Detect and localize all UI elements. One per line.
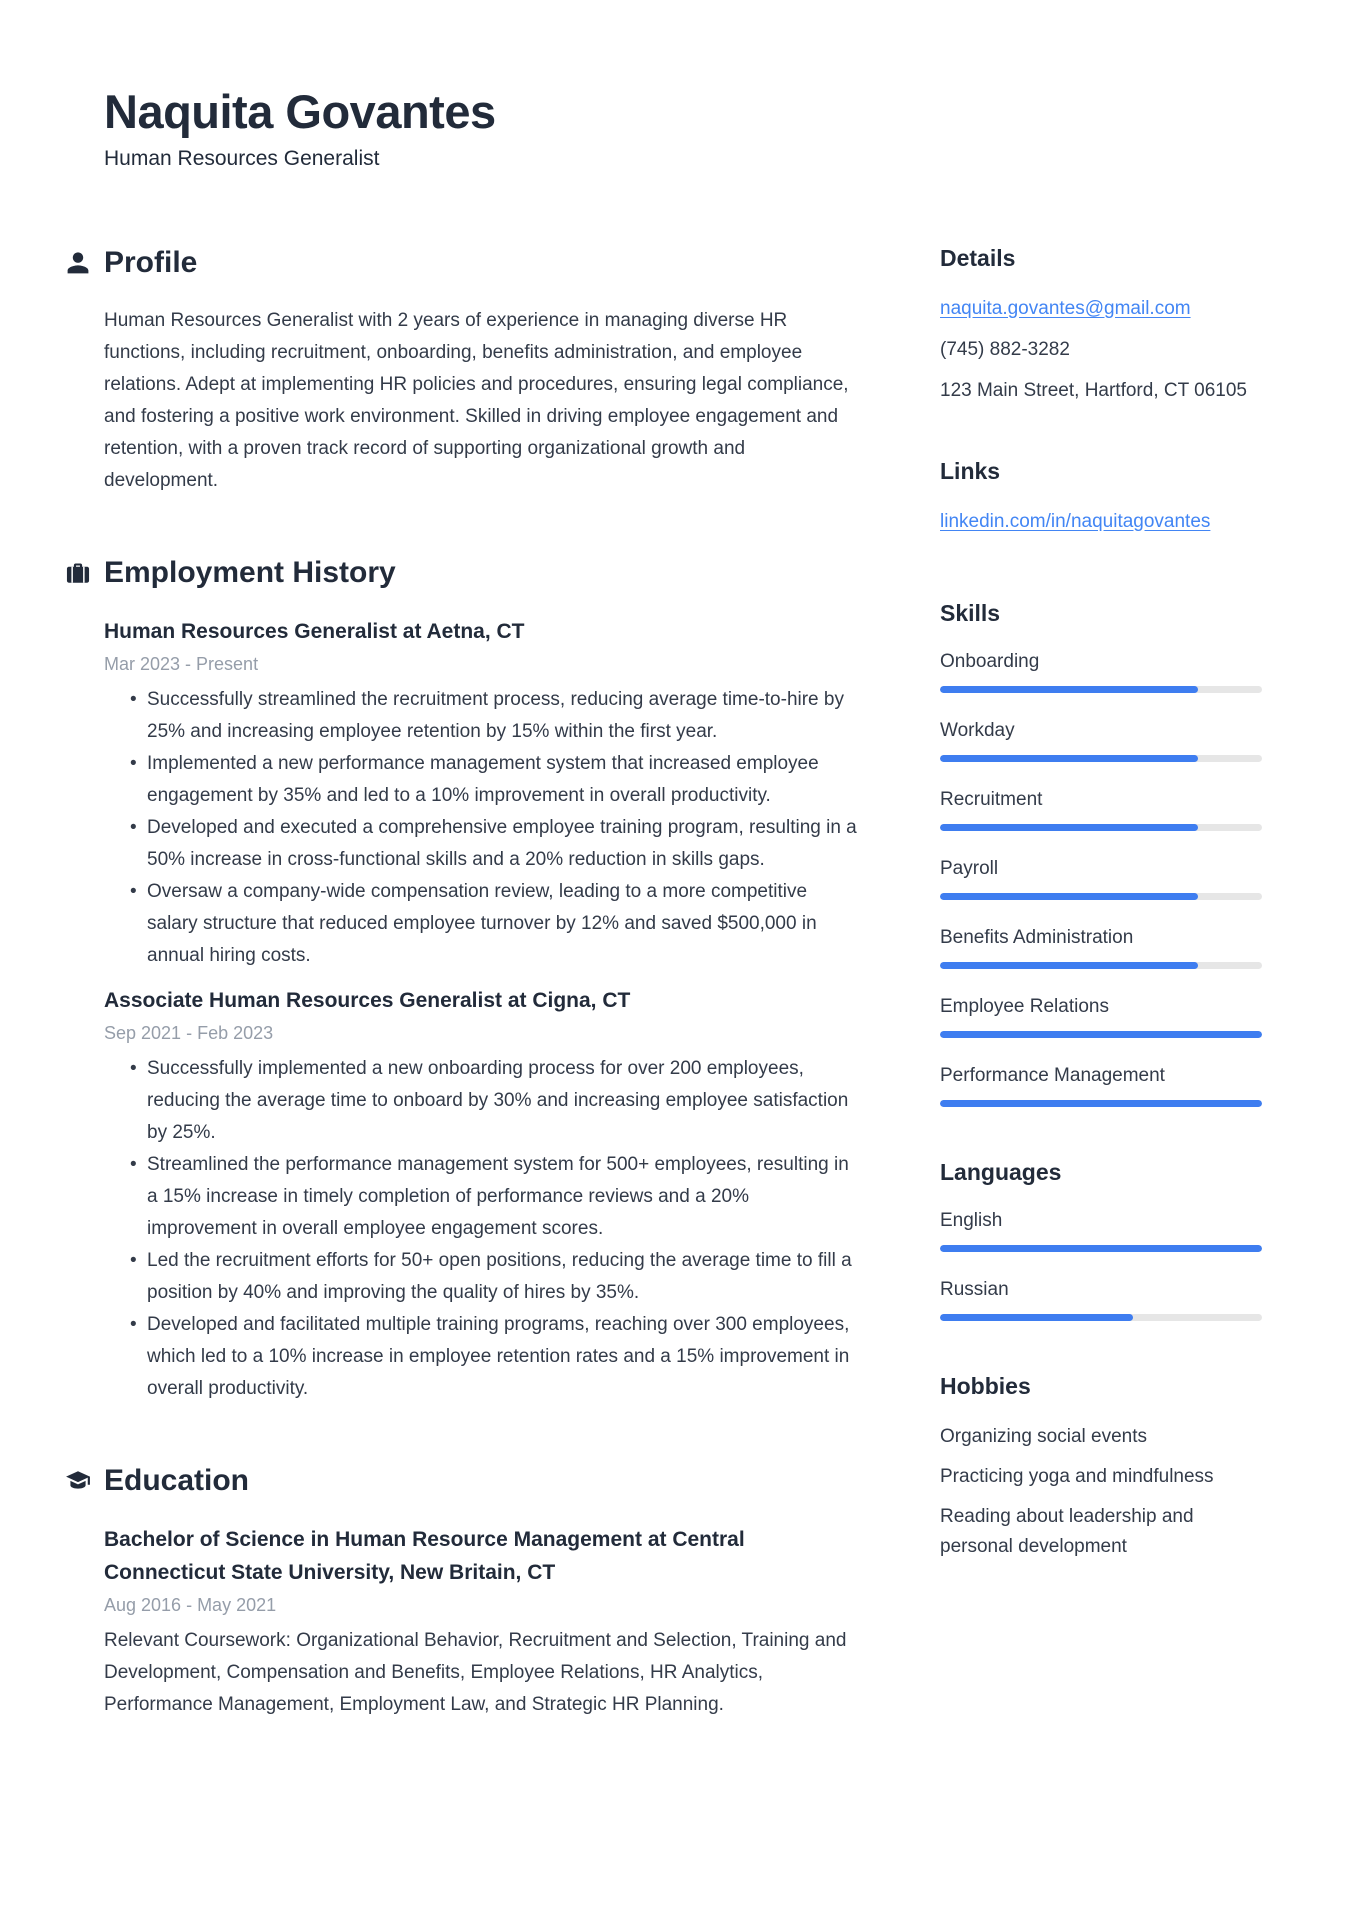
resume-header xyxy=(104,86,1262,171)
graduation-cap-icon xyxy=(65,1468,91,1494)
links-section xyxy=(940,458,1262,548)
skill-bar-track xyxy=(940,893,1262,900)
education-section-header xyxy=(104,1463,857,1499)
hobby-item: Practicing yoga and mindfulness xyxy=(940,1465,1214,1487)
skill-label: Recruitment xyxy=(940,788,1043,810)
skill-label: Onboarding xyxy=(940,650,1040,672)
profile-text: Human Resources Generalist with 2 years of experience in managing diverse HR functions, including recruitment, onboarding, benefits administration, and employee relations. Adept at implementing HR policies and procedures, ensuring legal compliance, and fostering a positive work environment. Skilled in driving employee engagement and retention, with a proven track record of supporting organizational growth and development. xyxy=(104,309,849,491)
skill-label: Payroll xyxy=(940,857,999,879)
skill-bar-track xyxy=(940,962,1262,969)
hobbies-heading: Hobbies xyxy=(940,1372,1031,1399)
linkedin-link[interactable]: linkedin.com/in/naquitagovantes xyxy=(940,510,1211,532)
job-bullet-list xyxy=(104,684,857,972)
languages-section xyxy=(940,1159,1262,1321)
sidebar xyxy=(940,245,1262,1721)
address: 123 Main Street, Hartford, CT 06105 xyxy=(940,379,1247,401)
section-title-profile: Profile xyxy=(104,245,198,279)
employment-section xyxy=(104,555,857,1405)
job-dates: Mar 2023 - Present xyxy=(104,653,259,674)
bullet-item: • Developed and facilitated multiple training programs, reaching over 300 employees, which led to a 10% increase in employee retention rates and a 15% improvement in overall productivity. xyxy=(147,1309,857,1405)
details-section xyxy=(940,245,1262,406)
skills-section xyxy=(940,600,1262,1107)
job-bullet-list xyxy=(104,1053,857,1405)
bullet-item: • Successfully implemented a new onboarding process for over 200 employees, reducing the average time to onboard by 30% and increasing employee satisfaction by 25%. xyxy=(147,1053,857,1149)
section-title-education: Education xyxy=(104,1463,250,1497)
skill-bar-fill xyxy=(940,962,1198,969)
language-bar-fill xyxy=(940,1314,1133,1321)
skill-item xyxy=(940,994,1262,1038)
skill-bar-track xyxy=(940,1031,1262,1038)
details-heading: Details xyxy=(940,244,1016,271)
language-bar-fill xyxy=(940,1245,1262,1252)
main-column xyxy=(104,245,857,1721)
education-section xyxy=(104,1463,857,1721)
person-name: Naquita Govantes xyxy=(104,85,496,138)
bullet-item: • Implemented a new performance management system that increased employee engagement by 35% and led to a 10% improvement in overall productivity. xyxy=(147,748,857,812)
skill-item xyxy=(940,787,1262,831)
language-bar-track xyxy=(940,1314,1262,1321)
language-label: Russian xyxy=(940,1278,1009,1300)
phone-number: (745) 882-3282 xyxy=(940,338,1070,360)
skill-item xyxy=(940,856,1262,900)
bullet-item: • Successfully streamlined the recruitment process, reducing average time-to-hire by 25% and increasing employee retention by 15% within the first year. xyxy=(147,684,857,748)
job-title: Human Resources Generalist at Aetna, CT xyxy=(104,619,525,643)
skill-label: Employee Relations xyxy=(940,995,1109,1017)
bullet-item: • Developed and executed a comprehensive employee training program, resulting in a 50% increase in cross-functional skills and a 20% reduction in skills gaps. xyxy=(147,812,857,876)
hobby-item: Reading about leadership and personal development xyxy=(940,1505,1194,1557)
skill-bar-fill xyxy=(940,1031,1262,1038)
section-title-employment: Employment History xyxy=(104,555,396,589)
skill-item xyxy=(940,649,1262,693)
language-label: English xyxy=(940,1209,1003,1231)
language-item xyxy=(940,1277,1262,1321)
bullet-item: • Oversaw a company-wide compensation review, leading to a more competitive salary structure that reduced employee turnover by 12% and saved $500,000 in annual hiring costs. xyxy=(147,876,857,972)
person-job-title: Human Resources Generalist xyxy=(104,146,380,170)
job-entry-aetna xyxy=(104,615,857,972)
skill-item xyxy=(940,718,1262,762)
profile-section-header xyxy=(104,245,857,281)
skill-bar-track xyxy=(940,755,1262,762)
person-icon xyxy=(65,250,91,276)
skill-bar-fill xyxy=(940,824,1198,831)
skills-heading: Skills xyxy=(940,599,1001,626)
bullet-item: • Streamlined the performance management system for 500+ employees, resulting in a 15% increase in timely completion of performance reviews and a 20% improvement in overall employee engagement scores. xyxy=(147,1149,857,1245)
job-dates: Sep 2021 - Feb 2023 xyxy=(104,1022,274,1043)
briefcase-icon xyxy=(65,560,91,586)
skill-bar-fill xyxy=(940,755,1198,762)
content-columns xyxy=(104,245,1262,1721)
bullet-item: • Led the recruitment efforts for 50+ open positions, reducing the average time to fill a position by 40% and improving the quality of hires by 35%. xyxy=(147,1245,857,1309)
education-description: Relevant Coursework: Organizational Behavior, Recruitment and Selection, Training and Development, Compensation and Benefits, Employee Relations, HR Analytics, Performance Management, Employment Law, and Strategic HR Planning. xyxy=(104,1629,847,1715)
skill-label: Performance Management xyxy=(940,1064,1165,1086)
links-heading: Links xyxy=(940,457,1001,484)
skill-item xyxy=(940,925,1262,969)
hobby-item: Organizing social events xyxy=(940,1425,1147,1447)
skill-label: Workday xyxy=(940,719,1015,741)
skill-item xyxy=(940,1063,1262,1107)
education-dates: Aug 2016 - May 2021 xyxy=(104,1594,277,1615)
skill-bar-track xyxy=(940,1100,1262,1107)
skill-bar-fill xyxy=(940,893,1198,900)
job-entry-cigna xyxy=(104,984,857,1405)
profile-section xyxy=(104,245,857,497)
languages-heading: Languages xyxy=(940,1158,1062,1185)
degree-title: Bachelor of Science in Human Resource Management at Central Connecticut State University, New Britain, CT xyxy=(104,1527,745,1584)
email-link[interactable]: naquita.govantes@gmail.com xyxy=(940,297,1191,319)
hobbies-section xyxy=(940,1373,1262,1562)
language-item xyxy=(940,1208,1262,1252)
skill-bar-fill xyxy=(940,1100,1262,1107)
job-title: Associate Human Resources Generalist at Cigna, CT xyxy=(104,988,631,1012)
skill-bar-track xyxy=(940,686,1262,693)
skill-label: Benefits Administration xyxy=(940,926,1134,948)
skill-bar-track xyxy=(940,824,1262,831)
language-bar-track xyxy=(940,1245,1262,1252)
employment-section-header xyxy=(104,555,857,591)
skill-bar-fill xyxy=(940,686,1198,693)
